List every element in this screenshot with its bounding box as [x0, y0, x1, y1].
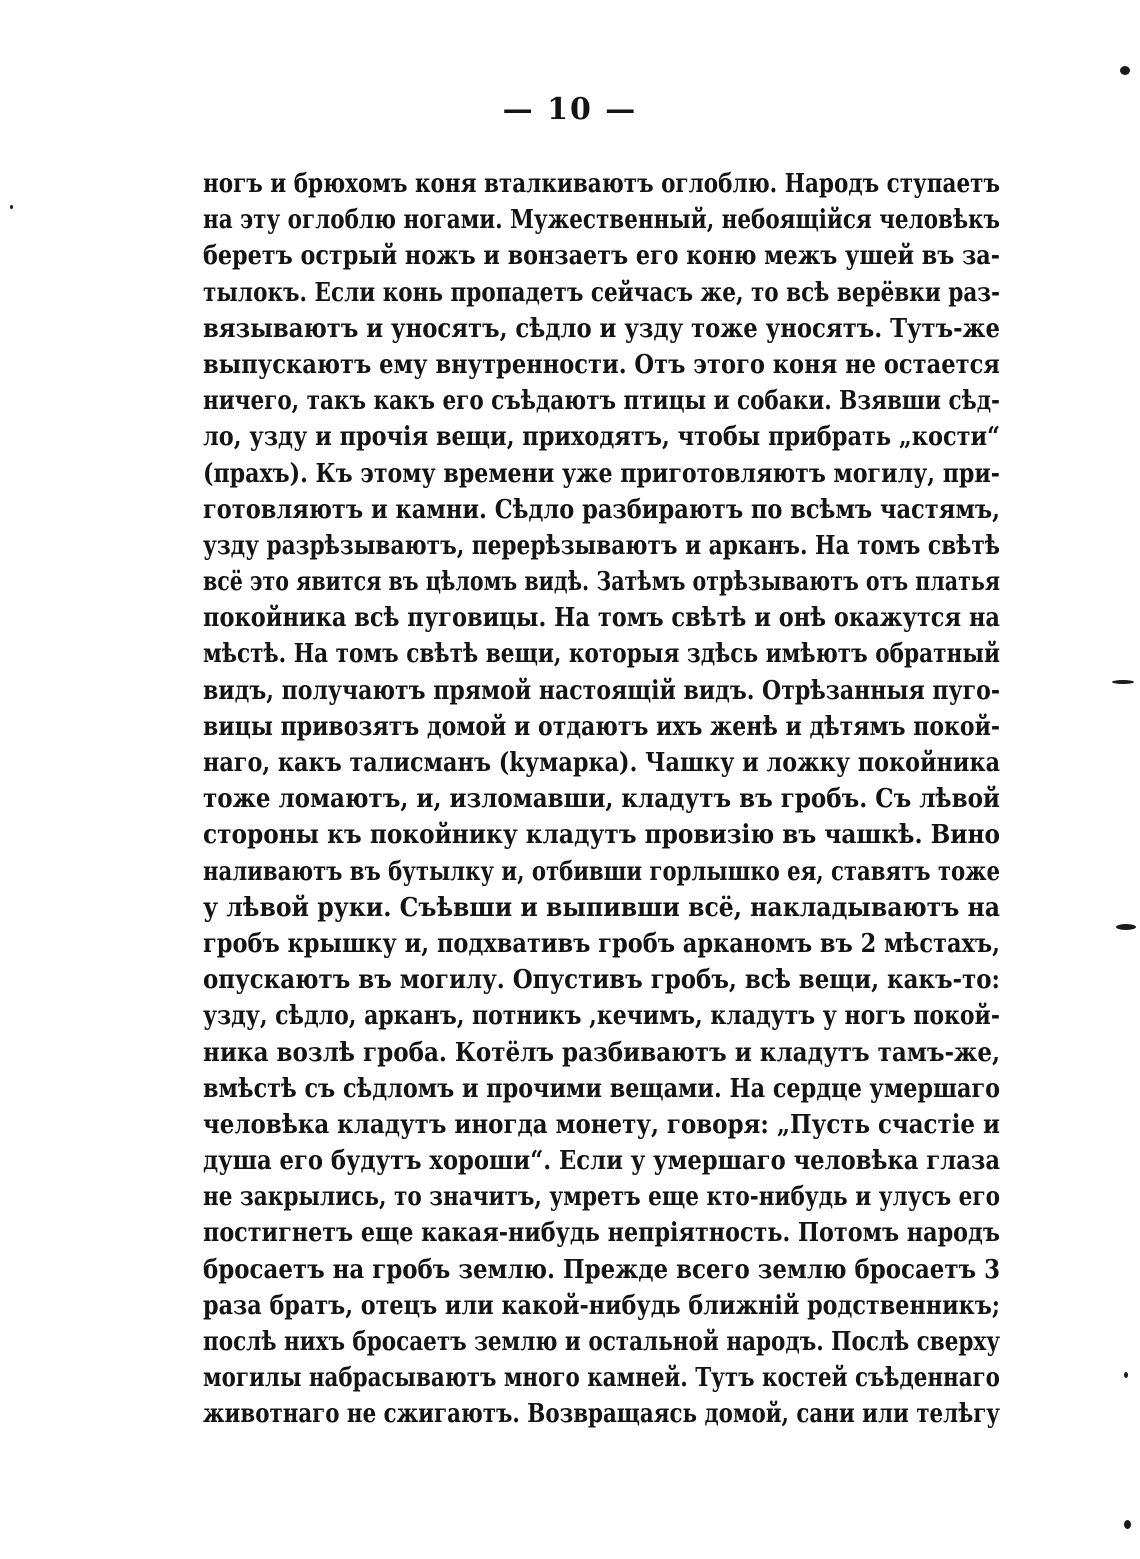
- margin-mark: [1124, 1372, 1128, 1378]
- text-line: ничего, такъ какъ его съѣдаютъ птицы и собаки. Взявши сѣд-: [203, 385, 1000, 417]
- text-line: раза братъ, отецъ или какой-нибудь ближній родственникъ;: [203, 1289, 1001, 1321]
- page-number: — 10 —: [502, 92, 638, 127]
- text-line: беретъ острый ножъ и вонзаетъ его коню межъ ушей въ за-: [203, 240, 1000, 272]
- text-line: ло, узду и прочія вещи, приходятъ, чтобы прибрать „кости“: [203, 421, 1001, 453]
- margin-mark: [1120, 66, 1130, 75]
- text-line: человѣка кладутъ иногда монету, говоря: „Пусть счастіе и: [203, 1108, 1000, 1140]
- text-line: видъ, получаютъ прямой настоящій видъ. Отрѣзанныя пуго-: [203, 674, 1000, 706]
- text-line: наливаютъ въ бутылку и, отбивши горлышко ея, ставятъ тоже: [203, 855, 1001, 887]
- text-line: ника возлѣ гроба. Котёлъ разбиваютъ и кладутъ тамъ-же,: [203, 1036, 1000, 1068]
- text-line: мѣстѣ. На томъ свѣтѣ вещи, которыя здѣсь имѣютъ обратный: [203, 638, 1000, 670]
- margin-mark: [1112, 680, 1134, 684]
- text-line: вицы привозятъ домой и отдаютъ ихъ женѣ и дѣтямъ покой-: [203, 710, 1001, 742]
- text-line: могилы набрасываютъ много камней. Тутъ костей съѣденнаго: [203, 1362, 1000, 1394]
- text-line: душа его будутъ хороши“. Если у умершаго человѣка глаза: [203, 1145, 1001, 1177]
- text-line: покойника всѣ пуговицы. На томъ свѣтѣ и онѣ окажутся на: [203, 602, 1001, 634]
- margin-mark: [10, 205, 13, 209]
- text-line: тоже ломаютъ, и, изломавши, кладутъ въ гробъ. Съ лѣвой: [203, 783, 1000, 815]
- margin-mark: [1116, 924, 1136, 930]
- text-line: стороны къ покойнику кладутъ провизію въ чашкѣ. Вино: [203, 819, 1000, 851]
- text-line: послѣ нихъ бросаетъ землю и остальной народъ. Послѣ сверху: [203, 1326, 1001, 1357]
- text-line: вязываютъ и уносятъ, сѣдло и узду тоже уносятъ. Тутъ-же: [203, 312, 1000, 344]
- margin-mark: [1124, 1520, 1131, 1529]
- text-line: готовляютъ и камни. Сѣдло разбираютъ по всѣмъ частямъ,: [203, 493, 1000, 525]
- text-line: гробъ крышку и, подхвативъ гробъ арканомъ въ 2 мѣстахъ,: [203, 927, 1001, 959]
- text-line: узду разрѣзываютъ, перерѣзываютъ и арканъ. На томъ свѣтѣ: [203, 529, 1001, 561]
- text-line: у лѣвой руки. Съѣвши и выпивши всё, накладываютъ на: [203, 891, 1001, 923]
- text-line: наго, какъ талисманъ (kумаркa). Чашку и ложку покойника: [203, 747, 1001, 778]
- text-line: узду, сѣдло, арканъ, потникъ ,кечимъ, кладутъ у ногъ покой-: [203, 1000, 1000, 1032]
- text-line: вмѣстѣ съ сѣдломъ и прочими вещами. На сердце умершаго: [203, 1072, 1001, 1104]
- text-line: (прахъ). Къ этому времени уже приготовляютъ могилу, при-: [203, 457, 1000, 489]
- body-text: [203, 166, 1000, 1433]
- text-line: опускаютъ въ могилу. Опустивъ гробъ, всѣ вещи, какъ-то:: [203, 964, 1000, 996]
- text-line: всё это явится въ цѣломъ видѣ. Затѣмъ отрѣзываютъ отъ платья: [203, 566, 1001, 598]
- text-line: не закрылись, то значитъ, умретъ еще кто-нибудь и улусъ его: [203, 1181, 1000, 1213]
- text-line: животнаго не сжигаютъ. Возвращаясь домой, сани или телѣгу: [203, 1398, 1000, 1430]
- text-line: ногъ и брюхомъ коня вталкиваютъ оглоблю. Народъ ступаетъ: [203, 168, 1000, 199]
- text-line: тылокъ. Если конь пропадетъ сейчасъ же, то всѣ верёвки раз-: [203, 276, 1000, 308]
- text-line: постигнетъ еще какая-нибудь непріятность. Потомъ народъ: [203, 1217, 1000, 1249]
- text-line: бросаетъ на гробъ землю. Прежде всего землю бросаетъ 3: [203, 1253, 1001, 1285]
- text-line: выпускаютъ ему внутренности. Отъ этого коня не остается: [203, 348, 1000, 380]
- text-line: на эту оглоблю ногами. Мужественный, небоящійся человѣкъ: [203, 204, 1001, 236]
